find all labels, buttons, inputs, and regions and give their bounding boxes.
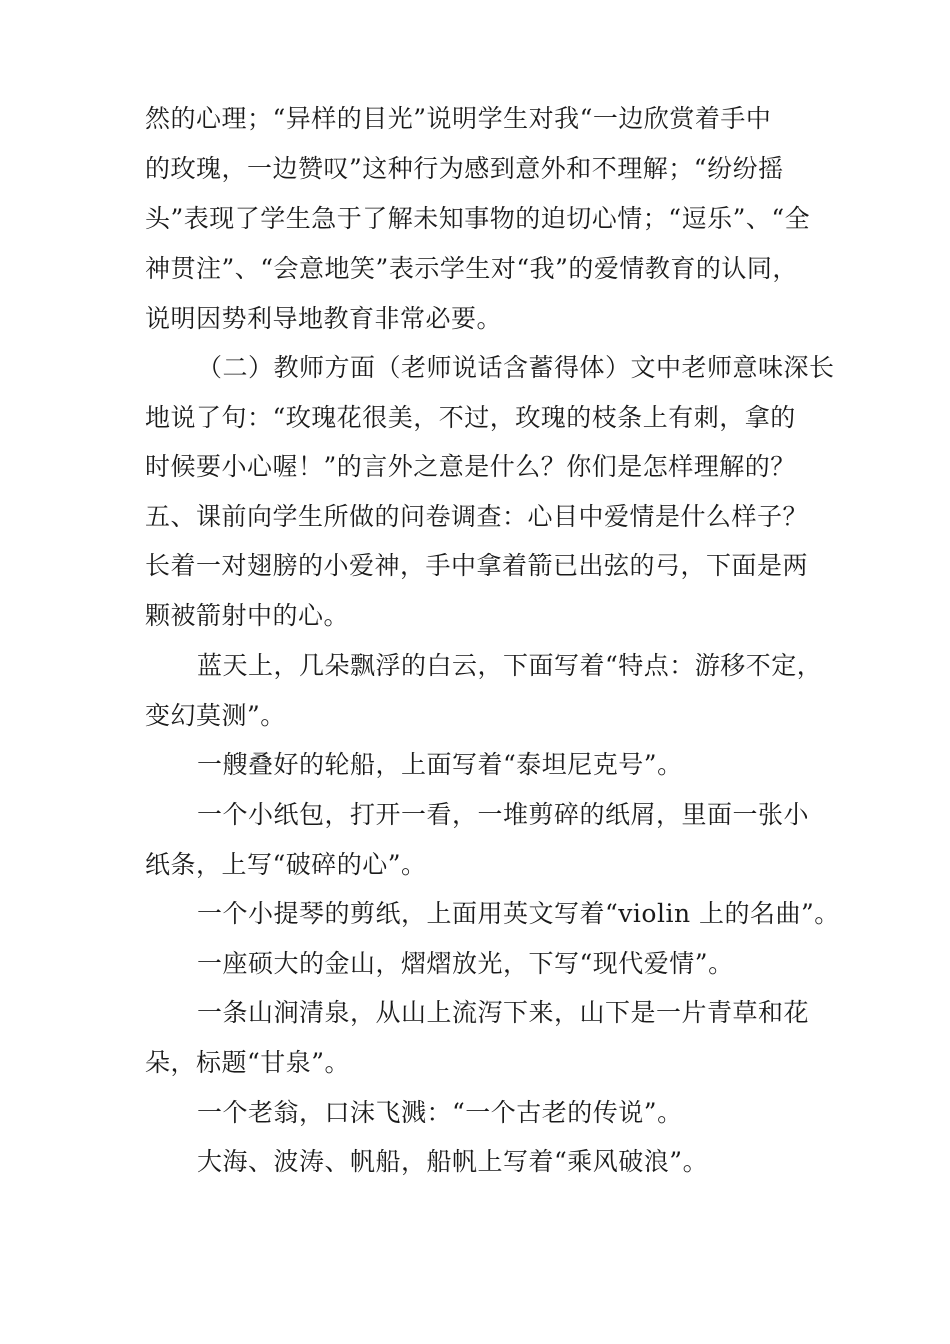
text-line: 一个老翁，口沫飞溅：“一个古老的传说”。 xyxy=(197,1098,683,1127)
text-line: 神贯注”、“会意地笑”表示学生对“我”的爱情教育的认同， xyxy=(145,254,798,283)
text-line: 的玫瑰，一边赞叹”这种行为感到意外和不理解；“纷纷摇 xyxy=(145,154,784,183)
text-line: （二）教师方面（老师说话含蓄得体）文中老师意味深长 xyxy=(197,353,835,382)
text-line: 时候要小心喔！”的言外之意是什么？你们是怎样理解的？ xyxy=(145,452,796,481)
text-line: 一艘叠好的轮船，上面写着“泰坦尼克号”。 xyxy=(197,750,683,779)
text-line: 头”表现了学生急于了解未知事物的迫切心情；“逗乐”、“全 xyxy=(145,204,811,233)
text-line: 长着一对翅膀的小爱神，手中拿着箭已出弦的弓，下面是两 xyxy=(145,551,809,580)
text-line: 纸条，上写“破碎的心”。 xyxy=(145,850,427,879)
text-line: 一条山涧清泉，从山上流泻下来，山下是一片青草和花 xyxy=(197,998,810,1027)
text-line: 地说了句：“玫瑰花很美，不过，玫瑰的枝条上有刺，拿的 xyxy=(145,403,796,432)
text-line: 然的心理；“异样的目光”说明学生对我“一边欣赏着手中 xyxy=(145,104,772,133)
text-line: 蓝天上，几朵飘浮的白云，下面写着“特点：游移不定， xyxy=(197,651,823,680)
text-line: 一座硕大的金山，熠熠放光，下写“现代爱情”。 xyxy=(197,949,734,978)
text-line: 说明因势利导地教育非常必要。 xyxy=(145,304,503,333)
text-line: 一个小纸包，打开一看，一堆剪碎的纸屑，里面一张小 xyxy=(197,800,810,829)
text-line: 变幻莫测”。 xyxy=(145,701,286,730)
text-line: 朵，标题“甘泉”。 xyxy=(145,1048,351,1077)
text-line: 颗被箭射中的心。 xyxy=(145,601,350,630)
text-line: 大海、波涛、帆船，船帆上写着“乘风破浪”。 xyxy=(197,1147,709,1176)
text-line: 一个小提琴的剪纸，上面用英文写着“violin 上的名曲”。 xyxy=(197,899,840,928)
section-heading: 五、课前向学生所做的问卷调查：心目中爱情是什么样子？ xyxy=(145,502,809,531)
